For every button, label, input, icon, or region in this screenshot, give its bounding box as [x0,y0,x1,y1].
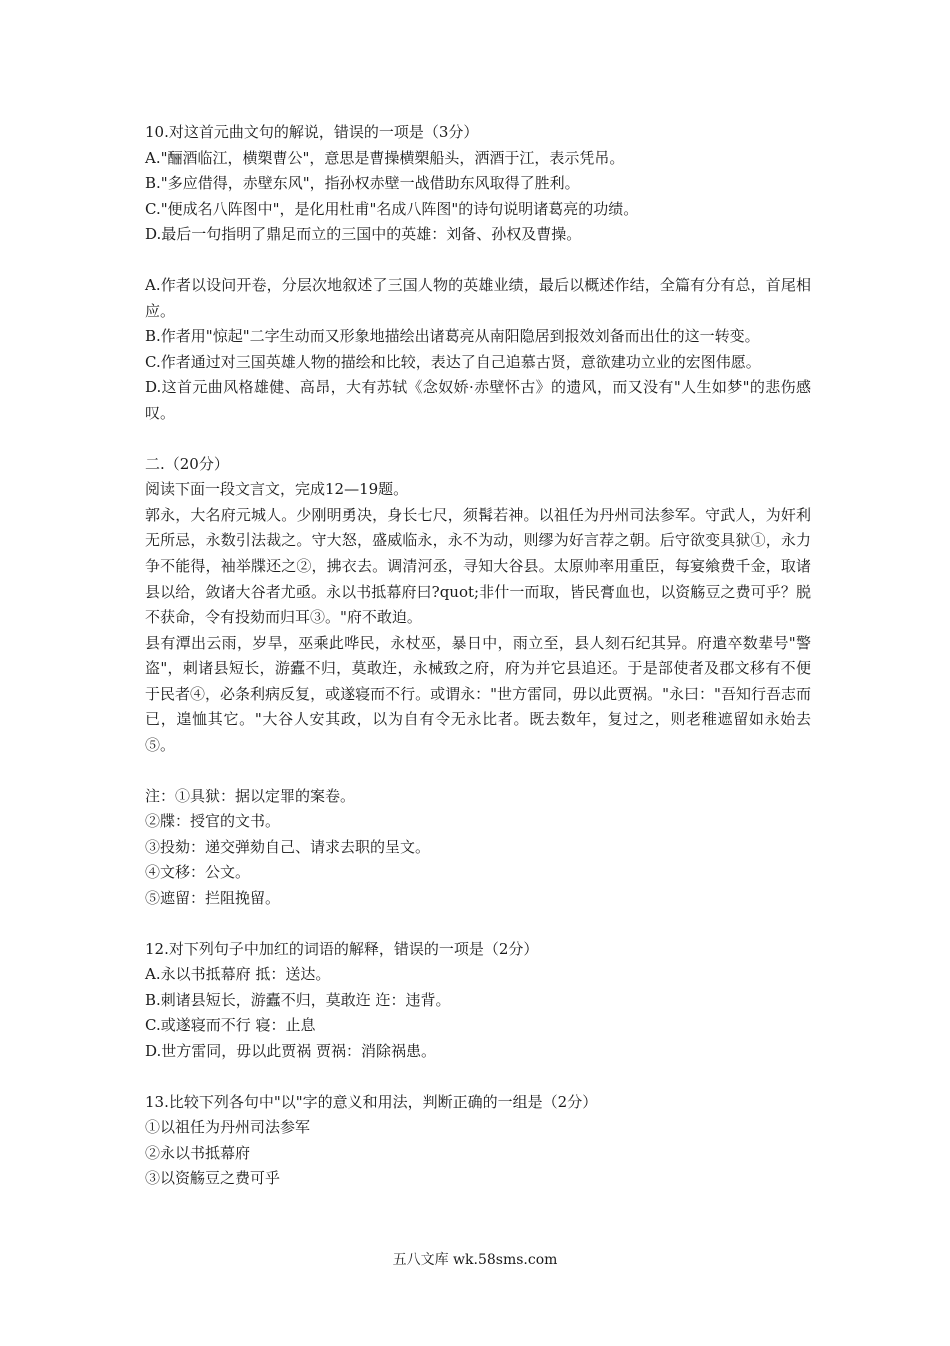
option-d: D.这首元曲风格雄健、高昂，大有苏轼《念奴娇·赤壁怀古》的遗风，而又没有"人生如梦"的悲伤感叹。 [145,378,811,422]
note-3: ③投劾：递交弹劾自己、请求去职的呈文。 [145,837,431,856]
question-13 [145,1090,811,1192]
question-stem: 13.比较下列各句中"以"字的意义和用法，判断正确的一组是（2分） [145,1092,598,1111]
option-c: C.或遂寝而不行 寝：止息 [145,1016,316,1035]
option-a: A."酾酒临江，横槊曹公"，意思是曹操横槊船头，洒酒于江，表示凭吊。 [145,148,625,167]
note-1: 注：①具狱：据以定罪的案卷。 [145,786,356,805]
item-3: ③以资觞豆之费可乎 [145,1169,281,1188]
item-2: ②永以书抵幕府 [145,1143,251,1162]
option-b: B.刺诸县短长，游蠹不归，莫敢迕 迕：违背。 [145,990,451,1009]
option-c: C.作者通过对三国英雄人物的描绘和比较，表达了自己追慕古贤，意欲建功立业的宏图伟愿。 [145,352,761,371]
question-11-options [145,273,811,427]
passage-paragraph-1: 郭永，大名府元城人。少刚明勇决，身长七尺，须髯若神。以祖任为丹州司法参军。守武人，为奸利无所忌，永数引法裁之。守大怒，盛威临永，永不为动，则缪为好言荐之朝。后守欲变具狱①，永力争不能得，袖举牒还之②，拂衣去。调清河丞，寻知大谷县。太原帅率用重臣，每宴飨费千金，取诸县以给，敛诸大谷者尤亟。永以书抵幕府曰?quot;非什一而取，皆民膏血也，以资觞豆之费可乎？脱不获命，令有投劾而归耳③。"府不敢迫。 [145,505,811,627]
question-10 [145,120,811,248]
document-body [145,120,811,1192]
option-b: B."多应借得，赤壁东风"，指孙权赤壁一战借助东风取得了胜利。 [145,174,580,193]
question-12 [145,937,811,1065]
note-2: ②牒：授官的文书。 [145,812,281,831]
footer-watermark: 五八文库 wk.58sms.com [392,1252,558,1268]
option-a: A.永以书抵幕府 抵：送达。 [145,965,331,984]
option-c: C."便成名八阵图中"，是化用杜甫"名成八阵图"的诗句说明诸葛亮的功绩。 [145,199,639,218]
question-stem: 12.对下列句子中加红的词语的解释，错误的一项是（2分） [145,939,539,958]
question-stem: 10.对这首元曲文句的解说，错误的一项是（3分） [145,123,479,141]
option-d: D.世方雷同，毋以此贾祸 贾祸：消除祸患。 [145,1042,437,1060]
section-2 [145,452,811,759]
option-d: D.最后一句指明了鼎足而立的三国中的英雄：刘备、孙权及曹操。 [145,225,582,244]
note-5: ⑤遮留：拦阻挽留。 [145,889,281,908]
item-1: ①以祖任为丹州司法参军 [145,1118,311,1137]
passage-paragraph-2: 县有潭出云雨，岁旱，巫乘此哗民，永杖巫，暴日中，雨立至，县人刻石纪其异。府遣卒数辈号"警盗"，刺诸县短长，游蠹不归，莫敢迕，永械致之府，府为并它县追还。于是部使者及郡文移有不便于民者④，必条利病反复，或遂寝而不行。或谓永："世方雷同，毋以此贾祸。"永曰："吾知行吾志而已，遑恤其它。"大谷人安其政，以为自有令无永比者。既去数年，复过之，则老稚遮留如永始去⑤。 [145,633,811,755]
section-heading: 二.（20分） [145,454,229,473]
note-4: ④文移：公文。 [145,863,251,882]
option-a: A.作者以设问开卷，分层次地叙述了三国人物的英雄业绩，最后以概述作结，全篇有分有总，首尾相应。 [145,275,811,320]
section-instruction: 阅读下面一段文言文，完成12—19题。 [145,480,409,499]
option-b: B.作者用"惊起"二字生动而又形象地描绘出诸葛亮从南阳隐居到报效刘备而出仕的这一转变。 [145,327,760,346]
annotations [145,784,811,912]
